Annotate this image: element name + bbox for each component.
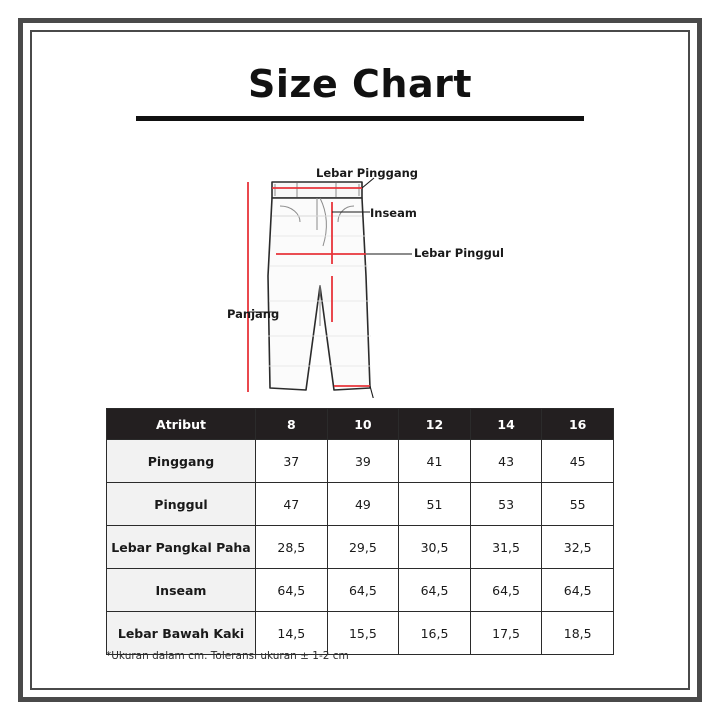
cell-inseam-14: 64,5 — [470, 569, 542, 612]
cell-pinggul-10: 49 — [327, 483, 399, 526]
cell-bawah-kaki-10: 15,5 — [327, 612, 399, 655]
cell-inseam-10: 64,5 — [327, 569, 399, 612]
cell-pangkal-paha-12: 30,5 — [399, 526, 471, 569]
title-underline-rule — [136, 116, 584, 121]
row-attribute-bawah-kaki: Lebar Bawah Kaki — [107, 612, 256, 655]
cell-pinggul-12: 51 — [399, 483, 471, 526]
cell-pangkal-paha-16: 32,5 — [542, 526, 614, 569]
content-area — [44, 44, 676, 676]
col-header-8: 8 — [256, 409, 328, 440]
table-row — [107, 612, 614, 655]
row-attribute-pinggang: Pinggang — [107, 440, 256, 483]
table-row — [107, 440, 614, 483]
cell-pinggang-12: 41 — [399, 440, 471, 483]
cell-bawah-kaki-16: 18,5 — [542, 612, 614, 655]
cell-pinggang-16: 45 — [542, 440, 614, 483]
col-header-10: 10 — [327, 409, 399, 440]
size-table — [106, 408, 614, 655]
label-length: Panjang — [227, 307, 280, 321]
table-row — [107, 526, 614, 569]
cell-pinggul-16: 55 — [542, 483, 614, 526]
cell-inseam-16: 64,5 — [542, 569, 614, 612]
cell-pangkal-paha-14: 31,5 — [470, 526, 542, 569]
cell-bawah-kaki-14: 17,5 — [470, 612, 542, 655]
cell-pinggang-10: 39 — [327, 440, 399, 483]
cell-bawah-kaki-12: 16,5 — [399, 612, 471, 655]
col-header-16: 16 — [542, 409, 614, 440]
cell-pinggang-14: 43 — [470, 440, 542, 483]
page-title: Size Chart — [247, 62, 472, 106]
cell-pinggul-14: 53 — [470, 483, 542, 526]
cell-pinggul-8: 47 — [256, 483, 328, 526]
label-waist-width: Lebar Pinggang — [316, 166, 418, 180]
table-header-row — [107, 409, 614, 440]
label-hip-width: Lebar Pinggul — [414, 246, 504, 260]
cell-bawah-kaki-8: 14,5 — [256, 612, 328, 655]
cell-inseam-12: 64,5 — [399, 569, 471, 612]
size-table-body — [107, 440, 614, 655]
measurement-note: *Ukuran dalam cm. Toleransi ukuran ± 1-2 cm — [106, 650, 349, 662]
row-attribute-inseam: Inseam — [107, 569, 256, 612]
cell-pangkal-paha-10: 29,5 — [327, 526, 399, 569]
table-row — [107, 569, 614, 612]
cell-pangkal-paha-8: 28,5 — [256, 526, 328, 569]
cell-pinggang-8: 37 — [256, 440, 328, 483]
col-header-14: 14 — [470, 409, 542, 440]
row-attribute-pangkal-paha: Lebar Pangkal Paha — [107, 526, 256, 569]
cell-inseam-8: 64,5 — [256, 569, 328, 612]
col-header-12: 12 — [399, 409, 471, 440]
table-row — [107, 483, 614, 526]
pants-diagram — [44, 126, 676, 398]
size-table-container — [106, 408, 614, 655]
size-table-head — [107, 409, 614, 440]
col-header-attribute: Atribut — [107, 409, 256, 440]
label-inseam: Inseam — [370, 206, 417, 220]
row-attribute-pinggul: Pinggul — [107, 483, 256, 526]
